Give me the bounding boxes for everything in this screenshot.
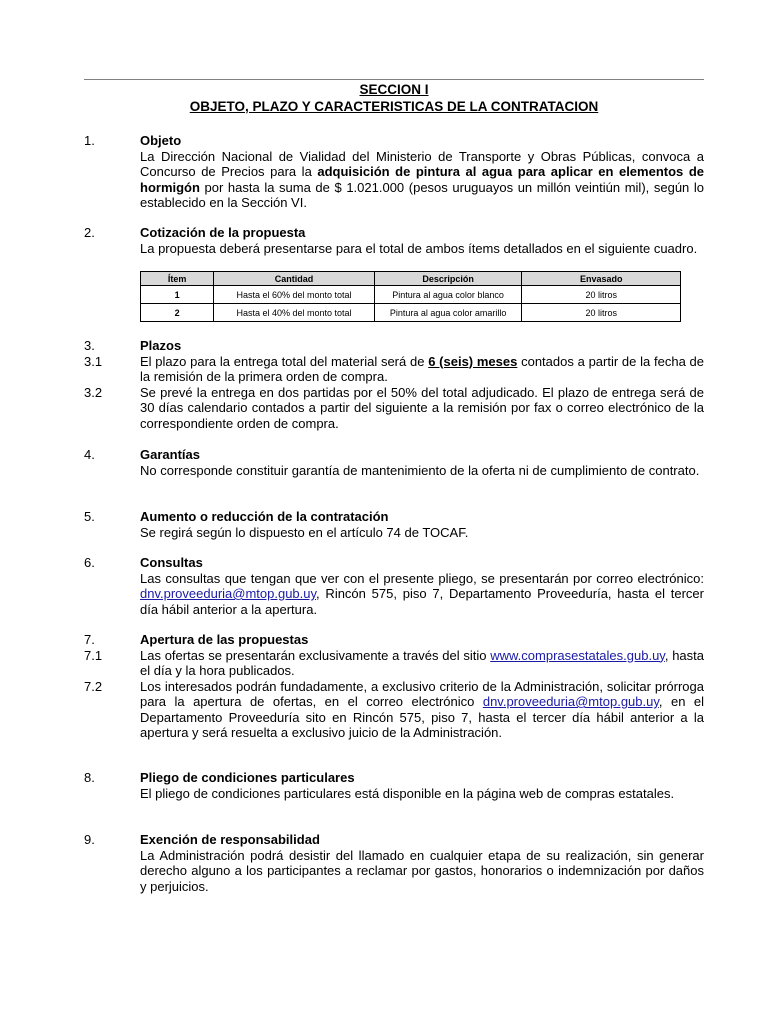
section-text: El pliego de condiciones particulares está disponible en la página web de compras estatales. [140,785,675,801]
section-title: Consultas [140,555,203,570]
section-text [140,679,704,741]
column-header: Cantidad [214,272,374,286]
section-title: Cotización de la propuesta [140,225,306,240]
section-title: Plazos [140,338,182,353]
section-plazos [84,338,704,431]
section-text: Se regirá según lo dispuesto en el artículo 74 de TOCAF. [140,524,469,540]
section-apertura [84,632,704,741]
section-number: 3. [84,338,95,353]
table-cell: 1 [141,286,214,304]
section-text: La propuesta deberá presentarse para el total de ambos ítems detallados en el siguiente cuadro. [140,240,698,256]
section-number: 6. [84,555,95,570]
section-heading: SECCION I [359,82,429,97]
section-exencion [84,832,704,894]
table-cell: 20 litros [522,304,681,322]
email-link[interactable]: dnv.proveeduria@mtop.gub.uy [482,694,659,709]
table-row [141,286,681,304]
section-title: Garantías [140,447,200,462]
section-text [140,354,704,385]
text-run: , en el Departamento Proveeduría sito en Rincón 575, piso 7, hasta el tercer día hábil anterior a la apertura y será resuelta a exclusivo juicio de la Administración. [140,694,705,740]
text-run: por hasta la suma de $ 1.021.000 (pesos uruguayos un millón veintiún mil), según lo establecido en la Sección VI. [140,179,704,210]
section-text: Se prevé la entrega en dos partidas por el 50% del total adjudicado. El plazo de entrega será de 30 días calendario contados a partir del siguiente a la remisión por fax o correo electrónico de la correspondiente orden de compra. [140,384,704,431]
section-title: Objeto [140,133,182,148]
header-rule [84,79,704,80]
table-cell: Pintura al agua color amarillo [374,304,522,322]
subsection-number: 7.1 [84,647,103,663]
section-text: No corresponde constituir garantía de mantenimiento de la oferta ni de cumplimiento de contrato. [140,462,700,478]
table-cell: 20 litros [522,286,681,304]
subsection-number: 3.2 [84,384,103,400]
section-number: 4. [84,447,95,462]
section-consultas [84,555,704,617]
section-title: Apertura de las propuestas [140,632,309,647]
table-cell: Hasta el 40% del monto total [214,304,374,322]
bold-text-run: adquisición de pintura al agua para aplicar en elementos de hormigón [140,164,704,195]
table-cell: Hasta el 60% del monto total [214,286,374,304]
text-run: La Dirección Nacional de Vialidad del Ministerio de Transporte y Obras Públicas, convoca a Concurso de Precios para la [140,148,704,179]
section-text [140,571,704,618]
section-text [140,648,704,679]
section-number: 2. [84,225,95,240]
section-text: La Administración podrá desistir del llamado en cualquier etapa de su realización, sin generar derecho alguno a los participantes a reclamar por gastos, honorarios o indemnización por daños y perjuicios. [140,847,704,894]
table-header-row [141,272,681,286]
text-run: Las ofertas se presentarán exclusivamente a través del sitio [140,647,491,663]
email-link[interactable]: dnv.proveeduria@mtop.gub.uy [140,586,317,601]
section-title: Exención de responsabilidad [140,832,320,847]
subsection-number: 3.1 [84,353,103,369]
section-text [140,149,704,211]
column-header: Ítem [141,272,214,286]
table-cell: Pintura al agua color blanco [374,286,522,304]
section-cotizacion [84,225,704,256]
text-run: Las consultas que tengan que ver con el presente pliego, se presentarán por correo electrónico: [140,570,704,586]
subsection-number: 7.2 [84,678,103,694]
text-run: contados a partir de la fecha de la remisión de la primera orden de compra. [140,353,705,384]
section-pliego [84,770,704,801]
section-objeto [84,133,704,211]
text-run: , Rincón 575, piso 7, Departamento Proveeduría, hasta el tercer día hábil anterior a la apertura. [140,586,704,617]
section-title: Pliego de condiciones particulares [140,770,355,785]
section-title: Aumento o reducción de la contratación [140,509,389,524]
section-number: 8. [84,770,95,785]
section-garantias [84,447,704,478]
table-row [141,304,681,322]
text-run: Los interesados podrán fundadamente, a exclusivo criterio de la Administración, solicitar prórroga para la apertura de ofertas, en el correo electrónico [140,678,704,709]
text-run: , hasta el día y la hora publicados. [140,647,705,678]
table-cell: 2 [141,304,214,322]
section-number: 7. [84,632,95,647]
items-table [140,271,681,322]
section-number: 1. [84,133,95,148]
website-link[interactable]: www.comprasestatales.gub.uy [490,647,665,663]
section-aumento [84,509,704,540]
section-number: 5. [84,509,95,524]
bold-text-run: 6 (seis) meses [428,353,518,369]
section-number: 9. [84,832,95,847]
column-header: Descripción [374,272,522,286]
column-header: Envasado [522,272,681,286]
text-run: El plazo para la entrega total del material será de [140,353,429,369]
section-subheading: OBJETO, PLAZO Y CARACTERISTICAS DE LA CONTRATACION [189,99,599,114]
